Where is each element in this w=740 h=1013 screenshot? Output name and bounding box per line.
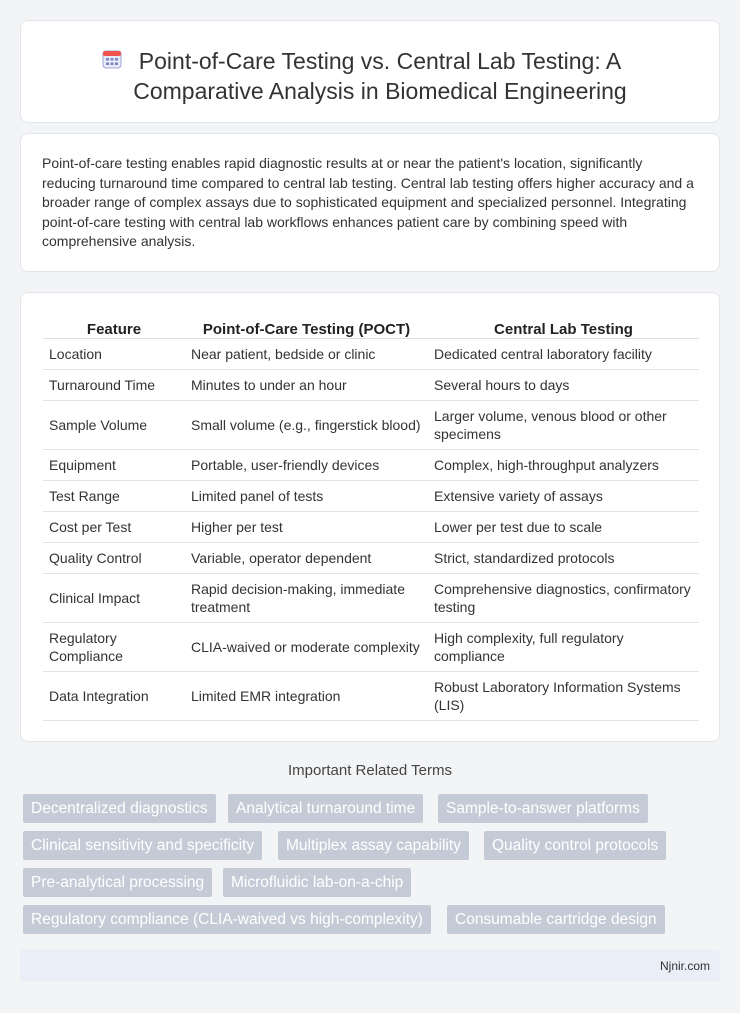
- cell-central-lab: Larger volume, venous blood or other specimens: [428, 400, 699, 449]
- term-tag[interactable]: Decentralized diagnostics: [23, 794, 216, 823]
- table-row: [43, 511, 699, 542]
- header-poct: Point-of-Care Testing (POCT): [185, 315, 428, 338]
- table-card: [20, 292, 720, 742]
- table-row: [43, 400, 699, 449]
- cell-feature: Regulatory Compliance: [43, 622, 185, 671]
- cell-feature: Quality Control: [43, 542, 185, 573]
- cell-poct: Minutes to under an hour: [185, 369, 428, 400]
- page-title: Point-of-Care Testing vs. Central Lab Testing: A Comparative Analysis in Biomedical Engineering: [133, 48, 627, 104]
- cell-central-lab: High complexity, full regulatory compliance: [428, 622, 699, 671]
- cell-poct: Higher per test: [185, 511, 428, 542]
- term-tag[interactable]: Sample-to-answer platforms: [438, 794, 648, 823]
- cell-central-lab: Extensive variety of assays: [428, 480, 699, 511]
- term-tag[interactable]: Pre-analytical processing: [23, 868, 212, 897]
- intro-card: [20, 133, 720, 272]
- cell-poct: Limited panel of tests: [185, 480, 428, 511]
- table-row: [43, 542, 699, 573]
- table-row: [43, 338, 699, 369]
- cell-poct: Limited EMR integration: [185, 671, 428, 720]
- term-tag[interactable]: Analytical turnaround time: [228, 794, 423, 823]
- title-card: [20, 20, 720, 123]
- cell-poct: CLIA-waived or moderate complexity: [185, 622, 428, 671]
- cell-poct: Rapid decision-making, immediate treatment: [185, 573, 428, 622]
- comparison-table: [43, 315, 699, 721]
- term-tag[interactable]: Microfluidic lab-on-a-chip: [223, 868, 411, 897]
- cell-feature: Turnaround Time: [43, 369, 185, 400]
- footer: [20, 950, 720, 982]
- cell-central-lab: Dedicated central laboratory facility: [428, 338, 699, 369]
- cell-poct: Variable, operator dependent: [185, 542, 428, 573]
- header-feature: Feature: [43, 315, 185, 338]
- cell-poct: Near patient, bedside or clinic: [185, 338, 428, 369]
- term-tag[interactable]: Multiplex assay capability: [278, 831, 469, 860]
- term-tag[interactable]: Quality control protocols: [484, 831, 666, 860]
- intro-text: Point-of-care testing enables rapid diagnostic results at or near the patient's location, significantly reducing turnaround time compared to central lab testing. Central lab testing offers higher accuracy and a broader range of complex assays due to sophisticated equipment and specialized personnel. Integrating point-of-care testing with central lab workflows enhances patient care by combining speed with comprehensive analysis.: [42, 155, 694, 249]
- table-header-row: [43, 315, 699, 338]
- cell-central-lab: Several hours to days: [428, 369, 699, 400]
- footer-site[interactable]: Njnir.com: [659, 959, 710, 973]
- related-terms-title: Important Related Terms: [288, 762, 452, 779]
- cell-feature: Clinical Impact: [43, 573, 185, 622]
- table-row: [43, 369, 699, 400]
- cell-central-lab: Comprehensive diagnostics, confirmatory testing: [428, 573, 699, 622]
- cell-feature: Equipment: [43, 449, 185, 480]
- term-tag[interactable]: Consumable cartridge design: [447, 905, 665, 934]
- cell-poct: Small volume (e.g., fingerstick blood): [185, 400, 428, 449]
- table-row: [43, 671, 699, 720]
- cell-central-lab: Lower per test due to scale: [428, 511, 699, 542]
- header-central-lab: Central Lab Testing: [428, 315, 699, 338]
- cell-central-lab: Complex, high-throughput analyzers: [428, 449, 699, 480]
- table-row: [43, 622, 699, 671]
- table-row: [43, 449, 699, 480]
- cell-feature: Test Range: [43, 480, 185, 511]
- cell-central-lab: Robust Laboratory Information Systems (LIS): [428, 671, 699, 720]
- term-tag[interactable]: Regulatory compliance (CLIA-waived vs high-complexity): [23, 905, 431, 934]
- cell-feature: Cost per Test: [43, 511, 185, 542]
- cell-feature: Location: [43, 338, 185, 369]
- cell-feature: Sample Volume: [43, 400, 185, 449]
- cell-feature: Data Integration: [43, 671, 185, 720]
- cell-central-lab: Strict, standardized protocols: [428, 542, 699, 573]
- table-row: [43, 480, 699, 511]
- term-tag[interactable]: Clinical sensitivity and specificity: [23, 831, 262, 860]
- table-row: [43, 573, 699, 622]
- cell-poct: Portable, user-friendly devices: [185, 449, 428, 480]
